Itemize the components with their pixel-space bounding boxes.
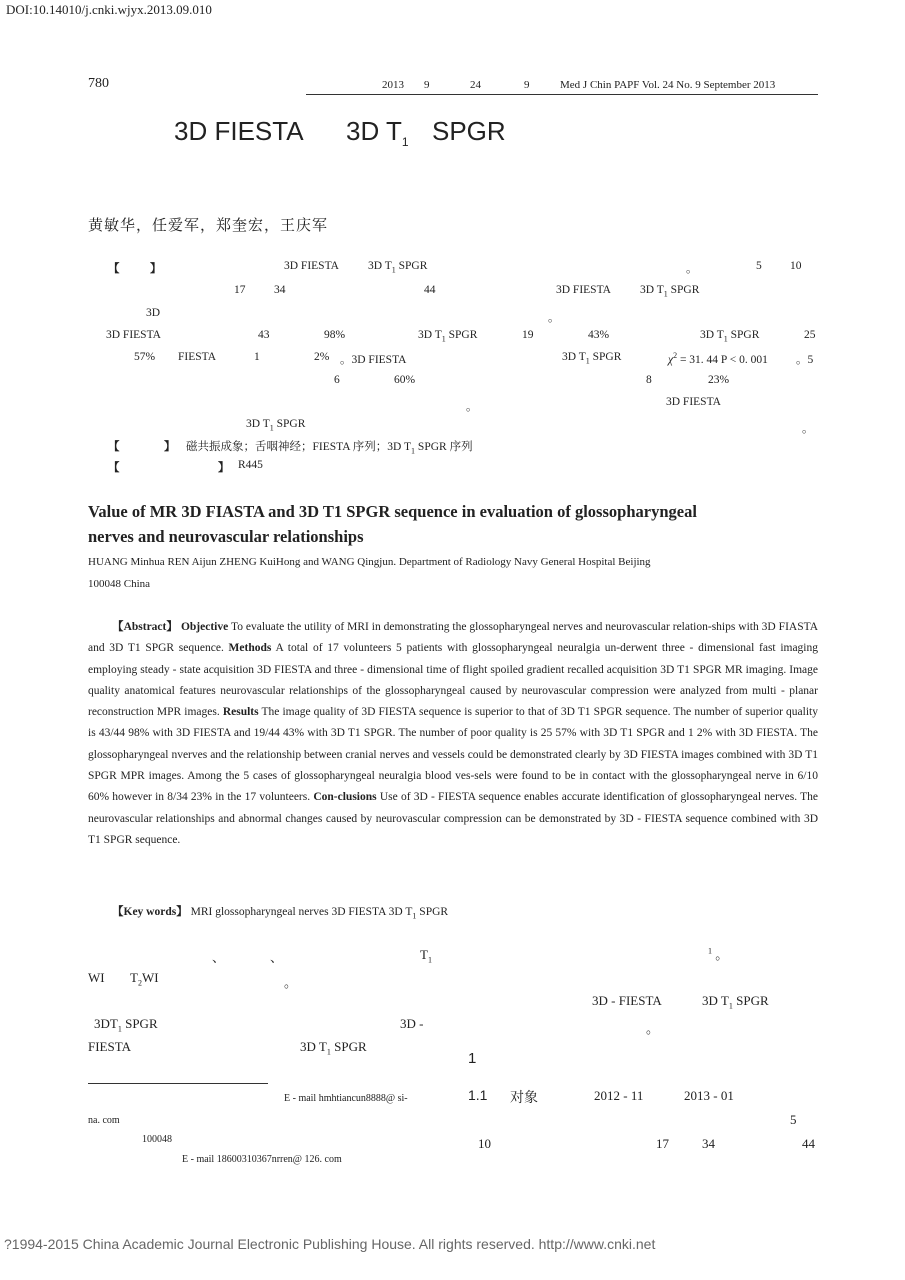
footnote-postcode: 100048 bbox=[142, 1134, 172, 1145]
en-title-line1: Value of MR 3D FIASTA and 3D T1 SPGR sequence in evaluation of glossopharyngeal bbox=[88, 502, 697, 521]
clc-number: R445 bbox=[238, 459, 263, 471]
header-vol: 24 bbox=[470, 79, 481, 91]
subsection-number: 1.1 bbox=[468, 1087, 488, 1103]
header-rule bbox=[306, 94, 818, 95]
en-title-line2: nerves and neurovascular relationships bbox=[88, 527, 364, 546]
en-authors-line2: 100048 China bbox=[88, 578, 151, 590]
subsection-title: 对象 bbox=[510, 1091, 538, 1106]
header-month: 9 bbox=[424, 79, 430, 91]
footnote-email1-cont: na. com bbox=[88, 1115, 120, 1126]
title-part3: SPGR bbox=[432, 116, 506, 146]
en-authors-line1: HUANG Minhua REN Aijun ZHENG KuiHong and WANG Qingjun. Department of Radiology Navy General Hospital Beijing bbox=[88, 556, 651, 568]
copyright: ?1994-2015 China Academic Journal Electronic Publishing House. All rights reserved. http://www.cnki.net bbox=[4, 1236, 656, 1252]
footnote-email2: E - mail 18600310367nrren@ 126. com bbox=[182, 1154, 342, 1165]
header-year: 2013 bbox=[382, 79, 404, 91]
header-english: Med J Chin PAPF Vol. 24 No. 9 September 2013 bbox=[560, 79, 776, 91]
footnote-email1: E - mail hmhtiancun8888@ si- bbox=[284, 1093, 408, 1104]
authors-cn: 黄敏华，任爱军，郑奎宏，王庆军 bbox=[88, 218, 329, 234]
header-issue: 9 bbox=[524, 79, 530, 91]
keywords-cn: 磁共振成象；舌咽神经；FIESTA 序列；3D $T_1$ SPGR 序列 bbox=[186, 441, 473, 456]
en-abstract: 【Abstract】 Objective To evaluate the utility of MRI in demonstrating the glossopharyngeal nerves and neurovascular relation-ships with 3D FIASTA and 3D T1 SPGR sequence. Methods A total of 17 volunteers 5 patients with glossopharyngeal neuralgia un-derwent three - dimensional fast imaging employing steady - state acquisition 3D FIESTA and three - dimensional time of flight spoiled gradient recalled acquisition 3D T1 SPGR MR imaging. Image quality anatomical features neurovascular relationships of the glossopharyngeal caused by neurovascular compression were analyzed from multi - planar reconstruction MPR images. Results The image quality of 3D FIESTA sequence is superior to that of 3D T1 SPGR sequence. The number of superior quality is 43/44 98% with 3D FIESTA and 19/44 43% with 3D T1 SPGR. The number of poor quality is 25 57% with 3D T1 SPGR and 1 2% with 3D FIESTA. The glossopharyngeal nverves and the relationship between cranial nerves and vessels could be demonstrated clearly by 3D FIESTA images combined with 3D T1 SPGR MPR images. Among the 5 cases of glossopharyngeal neuralgia blood ves-sels were found to be in contact with the glossopharyngeal nerve in 6/10 60% however in 8/34 23% in the 17 volunteers. Con-clusions Use of 3D - FIESTA sequence enables accurate identification of glossopharyngeal nerves. The neurovascular relationships and abnormal changes caused by neurovascular compression can be demonstrated by 3D - FIESTA sequence combined with 3D T1 SPGR sequence. bbox=[88, 621, 819, 846]
section-number: 1 bbox=[468, 1050, 477, 1067]
title-part1: 3D FIESTA bbox=[174, 116, 304, 146]
footnote-rule bbox=[88, 1083, 268, 1084]
doi: DOI:10.14010/j.cnki.wjyx.2013.09.010 bbox=[6, 2, 212, 17]
page-number: 780 bbox=[88, 76, 109, 91]
en-keywords: 【Key words】 MRI glossopharyngeal nerves 3D FIESTA 3D $T_1$ SPGR bbox=[112, 906, 449, 921]
title-part2: 3D $T_1$ bbox=[346, 116, 409, 150]
